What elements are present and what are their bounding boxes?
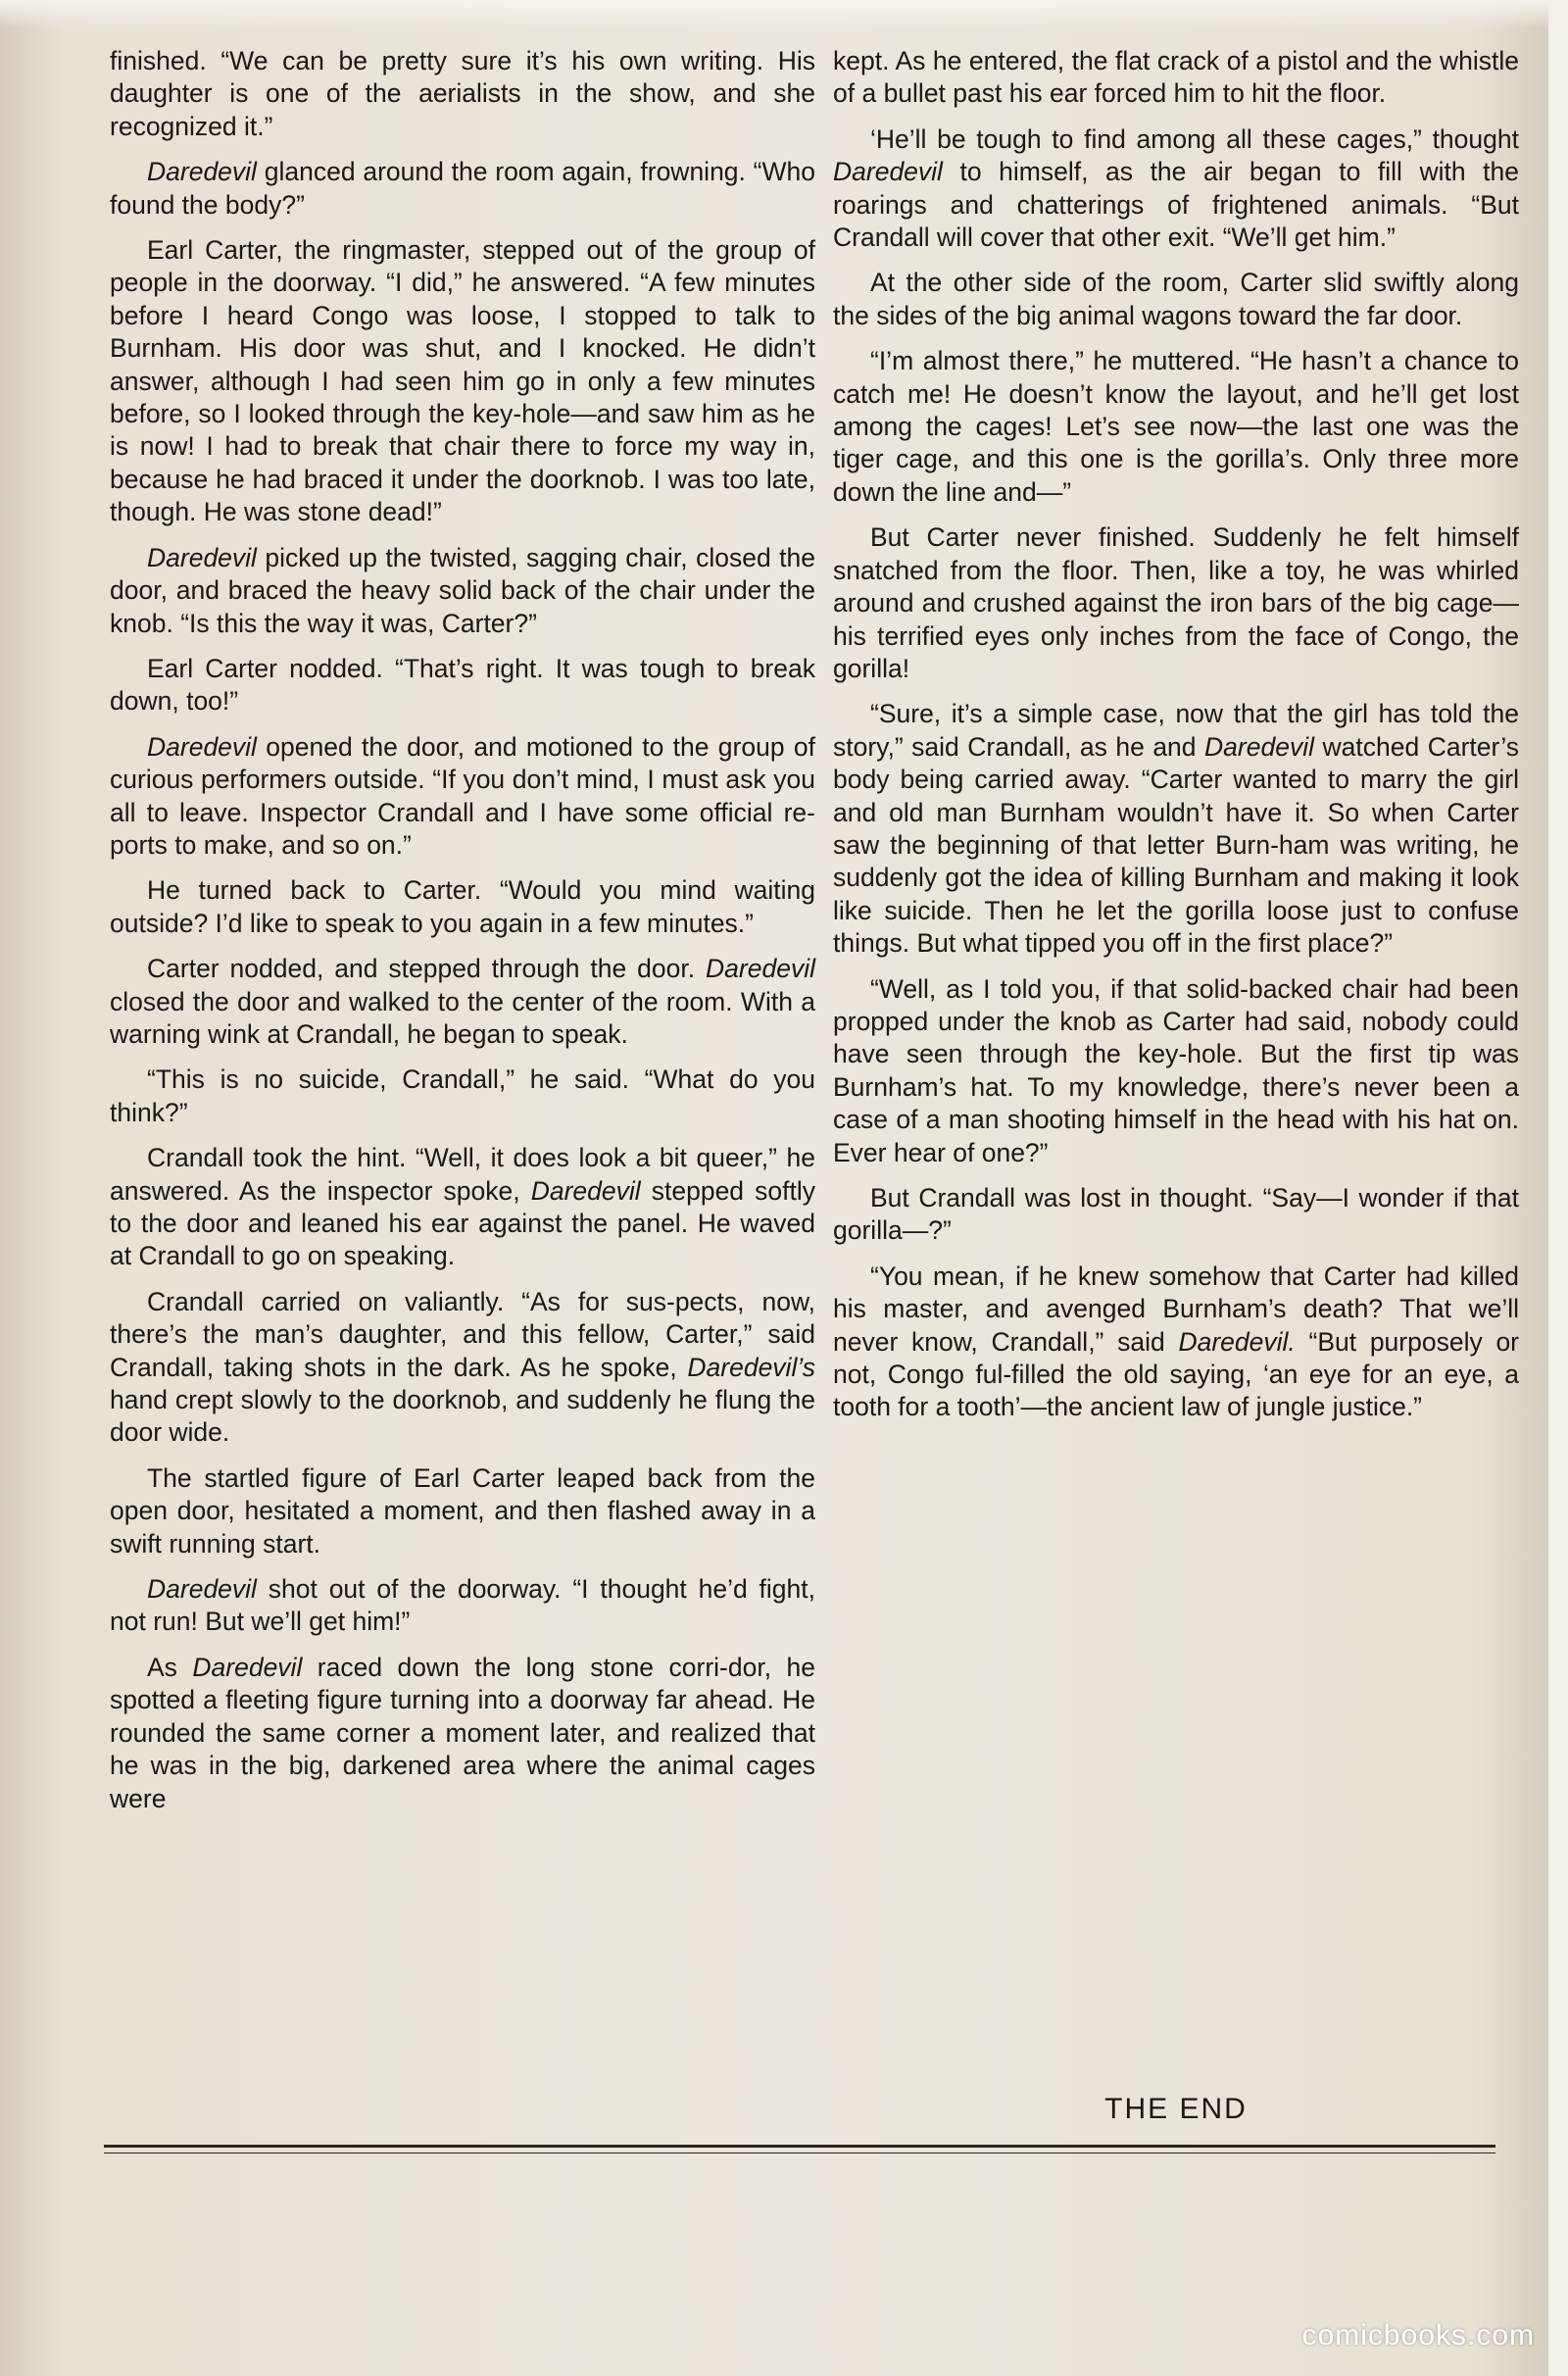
paragraph-text: But Carter never finished. Suddenly he felt himself snatched from the floor. Then, like a toy, he was whirled around and crushed against the iron bars of the big cage—his terrified eyes only inches from the face of Congo, the gorilla! (833, 522, 1519, 683)
paragraph-text: hand crept slowly to the doorknob, and suddenly he flung the door wide. (110, 1385, 815, 1448)
story-paragraph (110, 1462, 815, 1560)
story-paragraph (110, 234, 815, 529)
story-paragraph (110, 731, 815, 863)
the-end-label: THE END (1104, 2093, 1248, 2125)
paragraph-text: “Sure, it’s a simple case, now that the girl has told the story,” said Crandall, as he and (833, 699, 1519, 762)
story-paragraph (833, 698, 1519, 960)
story-paragraph (833, 521, 1519, 685)
story-paragraph (110, 953, 815, 1051)
site-watermark: comicbooks.com (1301, 2319, 1535, 2351)
character-name-italic: Daredevil (1204, 731, 1314, 762)
story-paragraph (833, 345, 1519, 509)
paragraph-text: The startled figure of Earl Carter leaped back from the open door, hesitated a moment, and then flashed away in a swift running start. (110, 1462, 815, 1559)
page-top-edge (0, 0, 1568, 29)
paragraph-text: As (147, 1652, 193, 1682)
paragraph-text: finished. “We can be pretty sure it’s his own writing. His daughter is one of the aerialists in the show, and she recognized it.” (110, 46, 815, 141)
paragraph-text: “Well, as I told you, if that solid-backed chair had been propped under the knob as Carter had said, nobody could have seen through the key-hole. But the first tip was Burnham’s hat. To my knowledge, there’s never been a case of a man shooting himself in the head with his hat on. Ever hear of one?” (833, 973, 1519, 1167)
story-paragraph (110, 1573, 815, 1639)
paragraph-text: ‘He’ll be tough to find among all these cages,” thought (870, 124, 1519, 154)
character-name-italic: Daredevil’s (687, 1352, 815, 1382)
paragraph-text: picked up the twisted, sagging chair, closed the door, and braced the heavy solid back of the chair under the knob. “Is this the way it was, Carter?” (110, 542, 815, 638)
character-name-italic: Daredevil (147, 157, 257, 187)
story-paragraph (110, 542, 815, 640)
story-paragraph (833, 1261, 1519, 1424)
character-name-italic: Daredevil (833, 157, 943, 187)
paragraph-text: glanced around the room again, frowning. “Who found the body?” (110, 157, 815, 220)
character-name-italic: Daredevil (706, 954, 815, 984)
story-paragraph (833, 45, 1519, 111)
paragraph-text: “But purposely or not, Congo ful-filled the old saying, ‘an eye for an eye, a tooth for a tooth’—the ancient law of jungle justice.” (833, 1326, 1520, 1422)
story-paragraph (833, 124, 1519, 255)
character-name-italic: Daredevil (147, 542, 257, 572)
paragraph-text: Carter nodded, and stepped through the door. (147, 954, 707, 984)
bottom-rule (104, 2145, 1495, 2148)
character-name-italic: Daredevil (147, 1574, 257, 1605)
paragraph-text: watched Carter’s body being carried away. “Carter wanted to marry the girl and old man Burnham wouldn’t have it. So when Carter saw the beginning of that letter Burn-ham was writing, he suddenly got the idea of killing Burnham and making it look like suicide. Then he let the gorilla loose just to confuse things. But what tipped you off in the first place?” (833, 731, 1519, 959)
story-paragraph (110, 1652, 815, 1815)
paragraph-text: closed the door and walked to the center of the room. With a warning wink at Crandall, he began to speak. (110, 986, 815, 1049)
paragraph-text: “I’m almost there,” he muttered. “He hasn’t a chance to catch me! He doesn’t know the layout, and he’ll get lost among the cages! Let’s see now—the last one was the tiger cage, and this one is the gorilla’s. Only three more down the line and—” (833, 346, 1519, 507)
paragraph-text: opened the door, and motioned to the group of curious performers outside. “If you don’t mind, I must ask you all to leave. Inspector Crandall and I have some official re-ports to make, and so on.” (110, 731, 815, 860)
character-name-italic: Daredevil (147, 731, 257, 762)
paragraph-text: “This is no suicide, Crandall,” he said. “What do you think?” (110, 1064, 815, 1127)
paragraph-text: to himself, as the air began to fill with the roarings and chatterings of frightened animals. “But Crandall will cover that other exit. “We’ll get him.” (833, 157, 1519, 253)
character-name-italic: Daredevil (530, 1175, 641, 1206)
right-text-column (833, 45, 1519, 1424)
story-paragraph (833, 973, 1519, 1169)
paragraph-text: He turned back to Carter. “Would you mind waiting outside? I’d like to speak to you again in a few minutes.” (110, 875, 815, 938)
left-text-column (110, 45, 815, 1815)
paragraph-text: raced down the long stone corri-dor, he spotted a fleeting figure turning into a doorway far ahead. He rounded the same corner a moment later, and realized that he was in the big, darkened area where the animal cages were (110, 1652, 815, 1813)
paragraph-text: But Crandall was lost in thought. “Say—I wonder if that gorilla—?” (833, 1183, 1519, 1246)
character-name-italic: Daredevil. (1178, 1326, 1296, 1357)
story-paragraph (833, 267, 1519, 332)
paragraph-text: shot out of the doorway. “I thought he’d fight, not run! But we’ll get him!” (110, 1574, 815, 1637)
character-name-italic: Daredevil (192, 1652, 303, 1682)
paragraph-text: kept. As he entered, the flat crack of a pistol and the whistle of a bullet past his ear forced him to hit the floor. (833, 46, 1519, 109)
paragraph-text: Earl Carter, the ringmaster, stepped out of the group of people in the doorway. “I did,” he answered. “A few minutes before I heard Congo was loose, I stopped to talk to Burnham. His door was shut, and I knocked. He didn’t answer, although I had seen him go in only a few minutes before, so I looked through the key-hole—and saw him as he is now! I had to break that chair there to force my way in, because he had braced it under the doorknob. I was too late, though. He was stone dead!” (110, 235, 815, 527)
paragraph-text: stepped softly to the door and leaned his ear against the panel. He waved at Crandall to go on speaking. (110, 1175, 815, 1271)
story-paragraph (110, 156, 815, 222)
story-paragraph (110, 874, 815, 940)
story-paragraph (110, 1142, 815, 1273)
paragraph-text: Earl Carter nodded. “That’s right. It was tough to break down, too!” (110, 653, 815, 717)
story-paragraph (110, 1064, 815, 1129)
story-paragraph (110, 653, 815, 718)
page-right-edge (1548, 0, 1568, 2376)
paragraph-text: Crandall carried on valiantly. “As for sus-pects, now, there’s the man’s daughter, and this fellow, Carter,” said Crandall, taking shots in the dark. As he spoke, (110, 1286, 815, 1382)
paragraph-text: At the other side of the room, Carter slid swiftly along the sides of the big animal wagons toward the far door. (833, 268, 1519, 330)
story-paragraph (110, 45, 815, 143)
paragraph-text: Crandall took the hint. “Well, it does look a bit queer,” he answered. As the inspector spoke, (110, 1143, 815, 1206)
paragraph-text: “You mean, if he knew somehow that Carter had killed his master, and avenged Burnham’s death? That we’ll never know, Crandall,” said (833, 1261, 1519, 1357)
story-paragraph (833, 1182, 1519, 1248)
story-paragraph (110, 1286, 815, 1450)
